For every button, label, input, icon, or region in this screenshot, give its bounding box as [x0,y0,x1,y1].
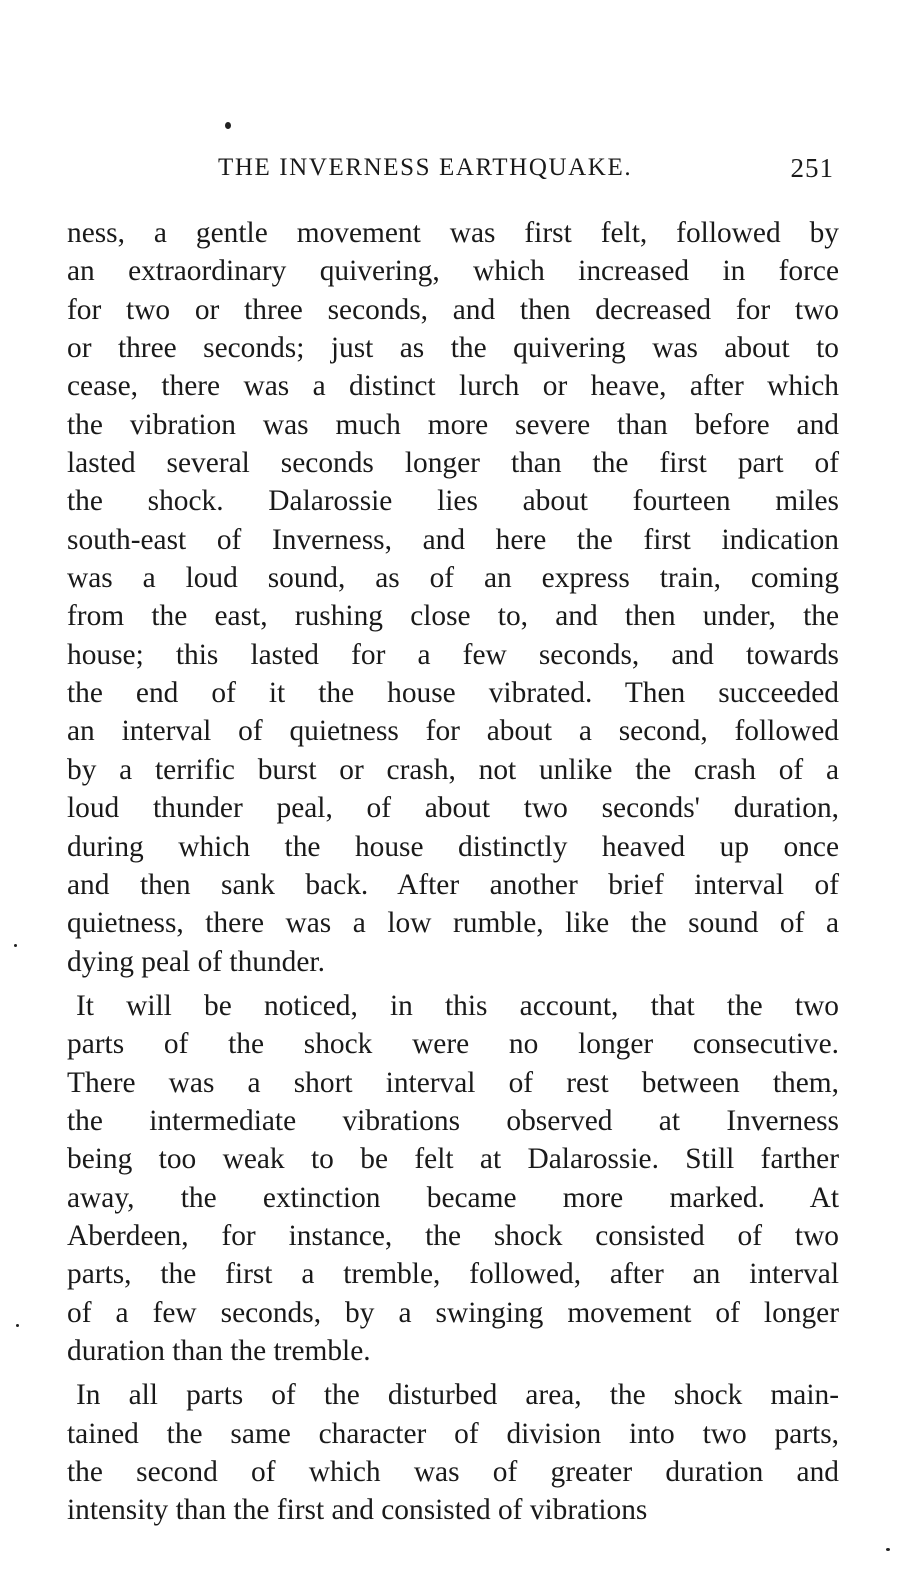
text-line: away, the extinction became more marked. At [67,1181,839,1214]
ink-speck [16,1324,19,1327]
text-line: intensity than the first and consisted of vibrations [67,1494,648,1527]
text-line: There was a short interval of rest between them, [67,1066,839,1099]
text-line: south-east of Inverness, and here the first indication [67,523,839,556]
text-line: from the east, rushing close to, and then under, the [67,600,839,633]
text-line: loud thunder peal, of about two seconds' duration, [67,792,839,825]
text-line: the vibration was much more severe than before and [67,408,839,441]
running-title: THE INVERNESS EARTHQUAKE. [218,154,633,181]
text-line: lasted several seconds longer than the first part of [67,447,839,480]
ink-speck [886,1548,890,1551]
text-line: or three seconds; just as the quivering was about to [67,332,839,365]
text-line: the shock. Dalarossie lies about fourteen miles [67,485,839,518]
text-line: tained the same character of division into two parts, [67,1417,839,1450]
text-line: the end of it the house vibrated. Then succeeded [67,677,839,710]
text-line: parts, the first a tremble, followed, after an interval [67,1258,839,1291]
paragraph [67,987,839,1370]
text-line: quietness, there was a low rumble, like the sound of a [67,907,839,940]
text-line: of a few seconds, by a swinging movement of longer [67,1296,839,1329]
text-line: for two or three seconds, and then decreased for two [67,293,839,326]
text-line: and then sank back. After another brief interval of [67,868,839,901]
text-line: an interval of quietness for about a second, followed [67,715,839,748]
running-header [218,150,834,186]
paragraph [67,1376,839,1529]
body-text [67,214,839,1530]
text-line: was a loud sound, as of an express train, coming [67,562,839,595]
text-line: In all parts of the disturbed area, the shock main- [76,1379,839,1412]
page-number: 251 [790,153,834,183]
paragraph [67,214,839,981]
text-line: during which the house distinctly heaved up once [67,830,839,863]
text-line: duration than the tremble. [67,1334,371,1367]
text-line: an extraordinary quivering, which increased in force [67,255,839,288]
text-line: the intermediate vibrations observed at Inverness [67,1104,839,1137]
ink-speck [14,944,17,947]
text-line: house; this lasted for a few seconds, and towards [67,638,839,671]
text-line: cease, there was a distinct lurch or heave, after which [67,370,839,403]
text-line: It will be noticed, in this account, that the two [76,989,839,1022]
text-line: parts of the shock were no longer consecutive. [67,1028,839,1061]
text-line: Aberdeen, for instance, the shock consisted of two [67,1219,839,1252]
text-line: the second of which was of greater duration and [67,1456,839,1488]
text-line: by a terrific burst or crash, not unlike the crash of a [67,753,839,786]
text-line: dying peal of thunder. [67,945,325,978]
text-line: being too weak to be felt at Dalarossie. Still farther [67,1143,839,1176]
text-line: ness, a gentle movement was first felt, followed by [67,217,839,249]
ink-speck [225,122,231,129]
